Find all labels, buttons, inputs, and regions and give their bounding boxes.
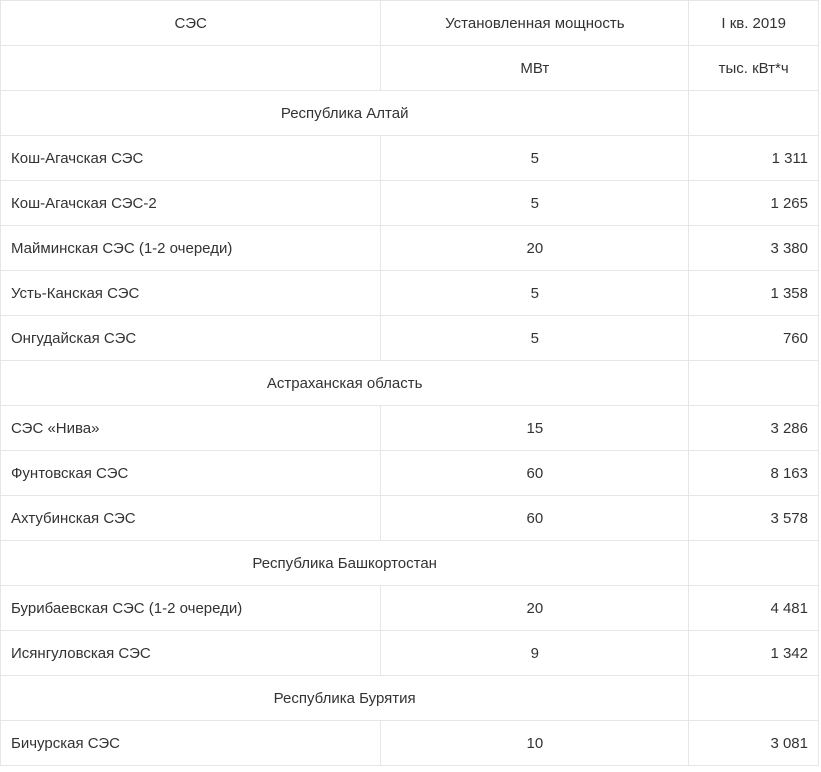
station-name: Онгудайская СЭС bbox=[1, 316, 381, 361]
station-power: 20 bbox=[381, 226, 689, 271]
station-power: 5 bbox=[381, 181, 689, 226]
station-generation: 3 380 bbox=[689, 226, 819, 271]
region-name: Республика Башкортостан bbox=[1, 541, 689, 586]
station-row bbox=[1, 136, 819, 181]
unit-power: МВт bbox=[381, 46, 689, 91]
station-row bbox=[1, 496, 819, 541]
station-generation: 1 311 bbox=[689, 136, 819, 181]
station-generation: 8 163 bbox=[689, 451, 819, 496]
station-name: Бурибаевская СЭС (1-2 очереди) bbox=[1, 586, 381, 631]
station-row bbox=[1, 586, 819, 631]
station-power: 5 bbox=[381, 316, 689, 361]
station-power: 20 bbox=[381, 586, 689, 631]
station-generation: 1 358 bbox=[689, 271, 819, 316]
unit-generation: тыс. кВт*ч bbox=[689, 46, 819, 91]
header-power: Установленная мощность bbox=[381, 1, 689, 46]
header-row bbox=[1, 1, 819, 46]
station-row bbox=[1, 406, 819, 451]
station-name: Исянгуловская СЭС bbox=[1, 631, 381, 676]
units-row bbox=[1, 46, 819, 91]
station-generation: 3 578 bbox=[689, 496, 819, 541]
region-name: Республика Бурятия bbox=[1, 676, 689, 721]
units-empty-cell bbox=[1, 46, 381, 91]
station-row bbox=[1, 226, 819, 271]
station-row bbox=[1, 271, 819, 316]
station-power: 9 bbox=[381, 631, 689, 676]
station-name: Ахтубинская СЭС bbox=[1, 496, 381, 541]
station-generation: 760 bbox=[689, 316, 819, 361]
region-row bbox=[1, 361, 819, 406]
station-power: 5 bbox=[381, 271, 689, 316]
station-row bbox=[1, 181, 819, 226]
table-body bbox=[1, 1, 819, 766]
station-row bbox=[1, 631, 819, 676]
station-row bbox=[1, 721, 819, 766]
station-row bbox=[1, 451, 819, 496]
region-row bbox=[1, 91, 819, 136]
region-name: Астраханская область bbox=[1, 361, 689, 406]
station-power: 5 bbox=[381, 136, 689, 181]
station-generation: 3 286 bbox=[689, 406, 819, 451]
region-empty-cell bbox=[689, 676, 819, 721]
station-power: 10 bbox=[381, 721, 689, 766]
station-generation: 1 342 bbox=[689, 631, 819, 676]
header-station: СЭС bbox=[1, 1, 381, 46]
station-generation: 3 081 bbox=[689, 721, 819, 766]
station-name: Кош-Агачская СЭС bbox=[1, 136, 381, 181]
station-name: Майминская СЭС (1-2 очереди) bbox=[1, 226, 381, 271]
station-name: СЭС «Нива» bbox=[1, 406, 381, 451]
region-empty-cell bbox=[689, 91, 819, 136]
station-generation: 4 481 bbox=[689, 586, 819, 631]
region-empty-cell bbox=[689, 541, 819, 586]
station-name: Бичурская СЭС bbox=[1, 721, 381, 766]
station-name: Усть-Канская СЭС bbox=[1, 271, 381, 316]
station-generation: 1 265 bbox=[689, 181, 819, 226]
header-period: I кв. 2019 bbox=[689, 1, 819, 46]
station-row bbox=[1, 316, 819, 361]
region-name: Республика Алтай bbox=[1, 91, 689, 136]
region-empty-cell bbox=[689, 361, 819, 406]
station-power: 60 bbox=[381, 496, 689, 541]
station-power: 15 bbox=[381, 406, 689, 451]
region-row bbox=[1, 541, 819, 586]
station-name: Кош-Агачская СЭС-2 bbox=[1, 181, 381, 226]
station-name: Фунтовская СЭС bbox=[1, 451, 381, 496]
region-row bbox=[1, 676, 819, 721]
station-power: 60 bbox=[381, 451, 689, 496]
